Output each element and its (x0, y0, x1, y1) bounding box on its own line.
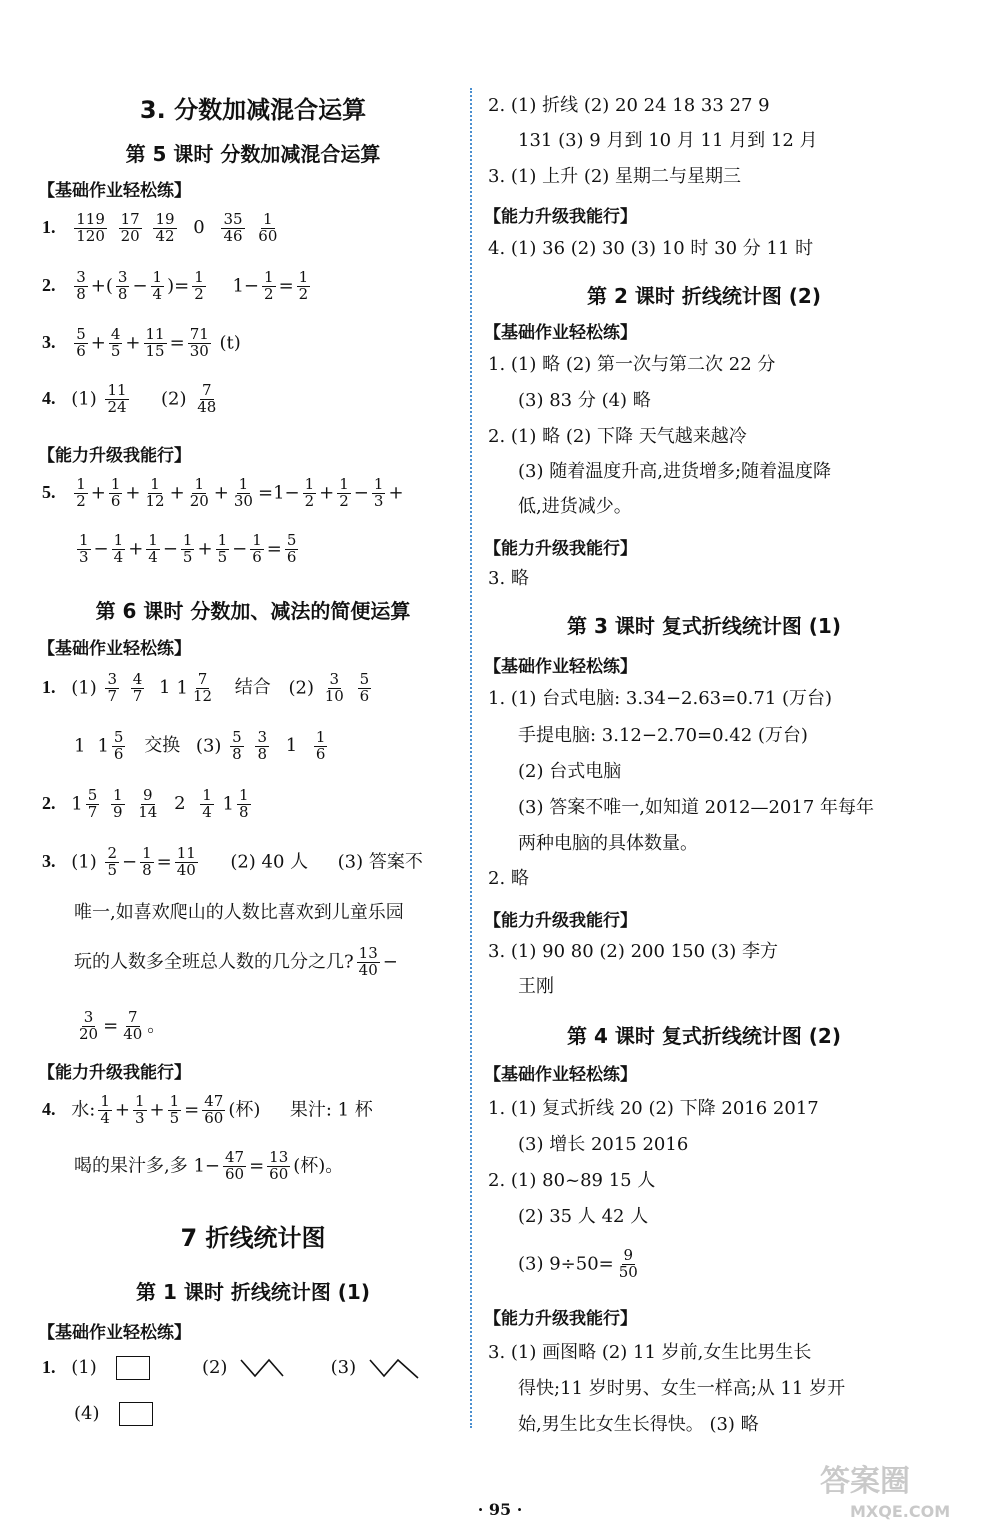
ability-tag: 【能力升级我能行】 (484, 207, 637, 227)
l3-q1-line1: 1. (1) 台式电脑: 3.34−2.63=0.71 (万台) (488, 688, 833, 709)
law-associative: 结合 (234, 677, 271, 699)
l2-q2-line2: (3) 随着温度升高,进货增多;随着温度降 (518, 461, 832, 482)
q-number: 4. (42, 388, 56, 409)
r-q2-line1: 2. (1) 折线 (2) 20 24 18 33 27 9 (488, 95, 770, 116)
basic-practice-tag: 【基础作业轻松练】 (38, 181, 191, 201)
law-commutative: 交换 (144, 735, 181, 757)
l5-q3: 3. $\frac{5}{6}$ + $\frac{4}{5}$ + $\frac{11}{15}$ = $\frac{71}{30}$ (t) (42, 325, 241, 360)
l2-q1-line2: (3) 83 分 (4) 略 (518, 390, 651, 411)
l3-q3-line1: 3. (1) 90 80 (2) 200 150 (3) 李方 (488, 941, 778, 962)
l6-q4-line2-text: 喝的果汁多,多 1− (74, 1155, 220, 1177)
fraction: $\frac{119}{120}$ (76, 210, 105, 245)
l4-q3-line1: 3. (1) 画图略 (2) 11 岁前,女生比男生长 (488, 1342, 812, 1363)
l3-q1-line2: 手提电脑: 3.12−2.70=0.42 (万台) (518, 725, 808, 746)
l5-q4: 4. (1) $\frac{11}{24}$ (2) $\frac{7}{48}$ (42, 381, 217, 416)
lesson-6-title: 第 6 课时 分数加、减法的简便运算 (95, 599, 411, 623)
l4-q2-line3: (3) 9÷50= $\frac{9}{50}$ (518, 1246, 638, 1281)
zigzag-line-icon (239, 1356, 285, 1380)
l6-q3-c: (3) 答案不 (337, 851, 423, 873)
sub-label: (1) (71, 388, 97, 410)
r-q4: 4. (1) 36 (2) 30 (3) 10 时 30 分 11 时 (488, 238, 814, 259)
basic-practice-tag: 【基础作业轻松练】 (484, 323, 637, 343)
l1-q1-line1: 1. (1) (2) (3) (42, 1356, 420, 1380)
basic-practice-tag: 【基础作业轻松练】 (38, 639, 191, 659)
basic-practice-tag: 【基础作业轻松练】 (38, 1323, 191, 1343)
l6-q4-line1: 4. 水: $\frac{1}{4}$ + $\frac{1}{3}$ + $\frac{1}{5}$ = $\frac{47}{60}$ (杯) 果汁: 1 杯 (42, 1092, 373, 1127)
l6-q4-line2: 喝的果汁多,多 1− $\frac{47}{60}$ = $\frac{13}{60}$ (杯)。 (74, 1148, 344, 1183)
svg-text:MXQE.COM: MXQE.COM (850, 1502, 951, 1521)
cup-unit: (杯) (228, 1099, 261, 1121)
l2-q2-line3: 低,进货减少。 (518, 496, 632, 517)
l4-q2-line1: 2. (1) 80~89 15 人 (488, 1170, 656, 1191)
water-label: 水: (71, 1099, 96, 1121)
fraction: $\frac{19}{42}$ (155, 210, 175, 245)
sub-label: (2) (201, 1357, 228, 1378)
sub-label: (3) (330, 1357, 357, 1378)
ability-tag: 【能力升级我能行】 (38, 1063, 191, 1083)
q-number: 3. (42, 332, 56, 353)
sub-label: (4) (74, 1403, 100, 1424)
l4-q2-line2: (2) 35 人 42 人 (518, 1206, 649, 1227)
fraction: $\frac{17}{20}$ (120, 210, 140, 245)
l5-q2: 2. $\frac{3}{8}$ +( $\frac{3}{8}$ − $\frac{1}{4}$ )= $\frac{1}{2}$ 1− $\frac{1}{2}$ = $\frac{1}{2}$ (42, 268, 309, 303)
l6-q3-line3-text: 玩的人数多全班总人数的几分之几? (74, 951, 354, 973)
l3-q3-line2: 王刚 (518, 976, 554, 997)
zigzag-line-icon (368, 1356, 420, 1380)
q-number: 5. (42, 482, 56, 503)
l4-q1-line1: 1. (1) 复式折线 20 (2) 下降 2016 2017 (488, 1098, 819, 1119)
sub-label: (2) (161, 388, 187, 410)
lesson-1-title: 第 1 课时 折线统计图 (1) (136, 1280, 370, 1304)
lesson-3-title: 第 3 课时 复式折线统计图 (1) (567, 614, 841, 638)
l2-q2-line1: 2. (1) 略 (2) 下降 天气越来越冷 (488, 426, 747, 447)
l6-q3-line4: $\frac{3}{20}$ = $\frac{7}{40}$ 。 (79, 1008, 166, 1043)
fraction: $\frac{35}{46}$ (223, 210, 243, 245)
l6-q3-b: (2) 40 人 (230, 851, 309, 873)
l3-q1-line5: 两种电脑的具体数量。 (518, 833, 698, 854)
basic-practice-tag: 【基础作业轻松练】 (484, 1065, 637, 1085)
l2-q1-line1: 1. (1) 略 (2) 第一次与第二次 22 分 (488, 354, 776, 375)
box-shape-icon (119, 1402, 153, 1426)
l2-q3: 3. 略 (488, 568, 529, 589)
l6-q1-line1: 1. (1) $\frac{3}{7}$ $\frac{4}{7}$ 1 1 $\frac{7}{12}$ 结合 (2) $\frac{3}{10}$ $\frac{5}{6}$ (42, 670, 370, 705)
l3-q1-line3: (2) 台式电脑 (518, 761, 622, 782)
sub-label: (1) (71, 851, 97, 873)
l6-q1-line2: 1 1 $\frac{5}{6}$ 交换 (3) $\frac{5}{8}$ $\frac{3}{8}$ 1 $\frac{1}{6}$ (74, 728, 326, 763)
l5-q1: 1. $\frac{119}{120}$ $\frac{17}{20}$ $\frac{19}{42}$ 0 $\frac{35}{46}$ $\frac{1}{60}$ (42, 210, 278, 245)
l3-q1-line4: (3) 答案不唯一,如知道 2012—2017 年每年 (518, 797, 874, 818)
l6-q3-line2: 唯一,如喜欢爬山的人数比喜欢到儿童乐园 (74, 902, 404, 923)
juice-label: 果汁: 1 杯 (289, 1099, 373, 1121)
r-q3: 3. (1) 上升 (2) 星期二与星期三 (488, 166, 742, 187)
chapter-3-title: 3. 分数加减混合运算 (139, 96, 367, 124)
l4-q2-line3-text: (3) 9÷50= (518, 1253, 614, 1275)
page-number: · 95 · (477, 1500, 523, 1519)
lesson-2-title: 第 2 课时 折线统计图 (2) (587, 284, 821, 308)
watermark-logo (810, 1455, 990, 1525)
chapter-7-title: 7 折线统计图 (180, 1224, 326, 1252)
basic-practice-tag: 【基础作业轻松练】 (484, 657, 637, 677)
ability-tag: 【能力升级我能行】 (484, 911, 637, 931)
box-shape-icon (116, 1356, 150, 1380)
q-number: 1. (42, 217, 56, 238)
l6-q3-line3: 玩的人数多全班总人数的几分之几? $\frac{13}{40}$ − (74, 944, 398, 979)
l6-q3-line1: 3. (1) $\frac{2}{5}$ − $\frac{1}{8}$ = $\frac{11}{40}$ (2) 40 人 (3) 答案不 (42, 844, 423, 879)
l6-q2: 2. 1 $\frac{5}{7}$ $\frac{1}{9}$ $\frac{9}{14}$ 2 $\frac{1}{4}$ 1 $\frac{1}{8}$ (42, 786, 249, 821)
ability-tag: 【能力升级我能行】 (484, 1309, 637, 1329)
sub-label: (3) (195, 735, 222, 757)
l4-q1-line2: (3) 增长 2015 2016 (518, 1134, 689, 1155)
column-divider (470, 88, 472, 1428)
fraction: $\frac{1}{60}$ (258, 210, 278, 245)
l3-q2: 2. 略 (488, 868, 529, 889)
lesson-4-title: 第 4 课时 复式折线统计图 (2) (567, 1024, 841, 1048)
q-number: 2. (42, 275, 56, 296)
l1-q1-line2 (74, 1402, 153, 1426)
cup-unit: (杯)。 (293, 1155, 344, 1177)
sub-label: (1) (71, 1357, 97, 1378)
r-q2-line2: 131 (3) 9 月到 10 月 11 月到 12 月 (518, 130, 818, 151)
sub-label: (1) (71, 677, 97, 699)
sub-label: (2) (288, 677, 314, 699)
svg-text:答案圈: 答案圈 (820, 1464, 910, 1499)
l5-q5-line2: $\frac{1}{3}$ − $\frac{1}{4}$ + $\frac{1}{4}$ − $\frac{1}{5}$ + $\frac{1}{5}$ − $\frac{1}{6}$ = $\frac{5}{6}$ (79, 531, 297, 566)
ability-tag: 【能力升级我能行】 (38, 446, 191, 466)
l5-q5-line1: 5. $\frac{1}{2}$ + $\frac{1}{6}$ + $\frac{1}{12}$ + $\frac{1}{20}$ + $\frac{1}{30}$ =1− $\frac{1}{2}$ + $\frac{1}{2}$ − $\frac{1}{3}$ + (42, 475, 404, 510)
q3-tail: (t) (219, 332, 241, 354)
l4-q3-line3: 始,男生比女生长得快。 (3) 略 (518, 1414, 759, 1435)
ability-tag: 【能力升级我能行】 (484, 539, 637, 559)
lesson-5-title: 第 5 课时 分数加减混合运算 (125, 142, 381, 166)
l4-q3-line2: 得快;11 岁时男、女生一样高;从 11 岁开 (518, 1378, 846, 1399)
